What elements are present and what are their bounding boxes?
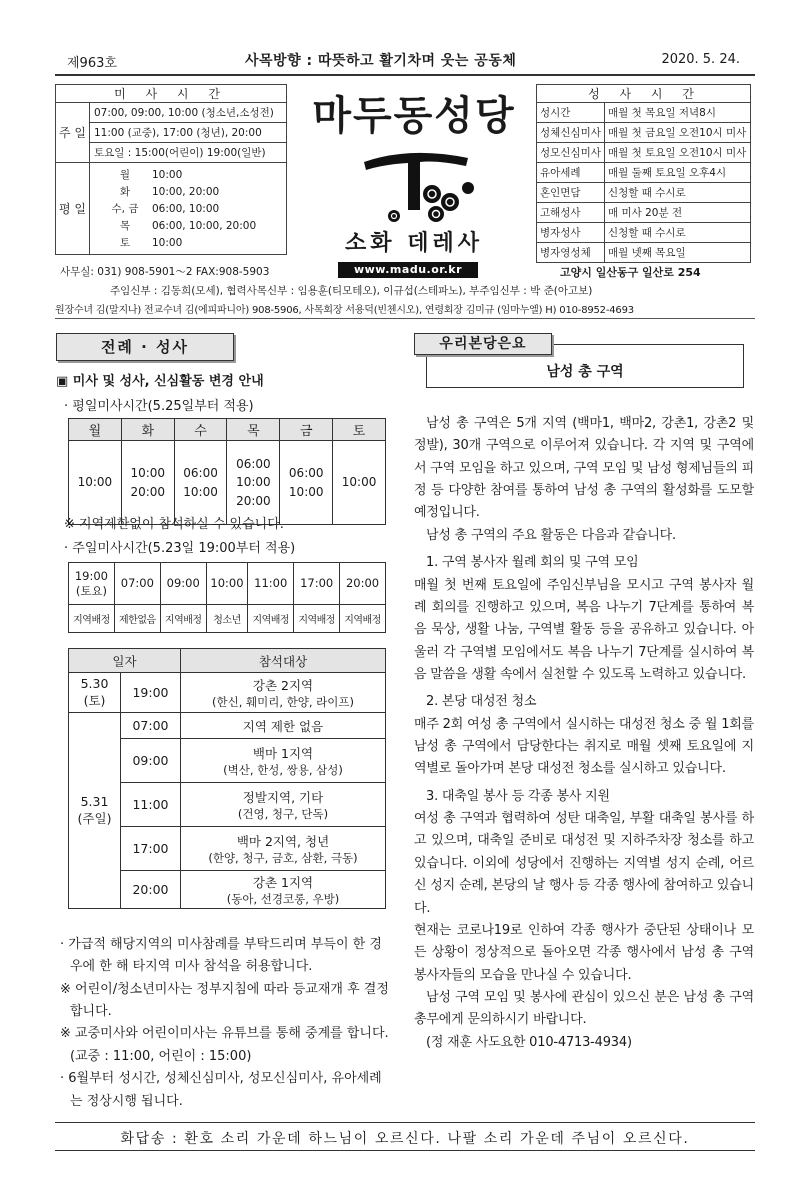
- mass-schedule-box: [55, 84, 287, 255]
- parish-name: 마두동성당: [312, 93, 516, 139]
- table-row: 17:00 백마 2지역, 청년 (한양, 청구, 금호, 삼환, 극동): [69, 827, 386, 871]
- note: · 가급적 해당지역의 미사참례를 부탁드리며 부득이 한 경우에 한 해 타지역 미사 참석을 허용합니다.: [60, 937, 382, 975]
- paragraph: 현재는 코로나19로 인하여 각종 행사가 중단된 상태이나 모든 상황이 정상적으로 돌아오면 각종 행사에서 남성 총 구역 봉사자들의 모습을 만나실 수 있습니다.: [414, 922, 754, 983]
- office-phone: 사무실: 031) 908-5901～2 FAX:908-5903: [60, 266, 270, 278]
- table-cell: 06:00 10:00 20:00: [227, 441, 280, 525]
- sunday-mass-label: · 주일미사시간(5.23일 19:00부터 적용): [64, 541, 296, 556]
- patron-saint: 소화 데레사: [345, 231, 483, 256]
- weekday-mass-table: [68, 418, 386, 525]
- table-cell: 06:00 10:00: [174, 441, 227, 525]
- item-heading: 3. 대축일 봉사 등 각종 봉사 지원: [426, 788, 610, 804]
- paragraph: 남성 총 구역의 주요 활동은 다음과 같습니다.: [426, 527, 676, 543]
- staff-line: 원장수녀 김(말지나) 전교수녀 김(에피파니아) 908-5906, 사목회장 서용덕(빈첸시오), 연령회장 김미규 (임마누엘) H) 010-8952-4693: [55, 305, 634, 316]
- table-header: 금: [280, 419, 333, 441]
- table-cell: 지역배정: [248, 605, 294, 633]
- cross-roses-logo-icon: [350, 140, 480, 226]
- table-cell: 20:00: [340, 563, 386, 605]
- table-cell: 10:00: [333, 441, 386, 525]
- table-row: 20:00 강촌 1지역 (동아, 선경코롱, 우방): [69, 871, 386, 909]
- weekday-row: 월 10:00: [119, 168, 183, 181]
- region-assignment-table: [68, 648, 386, 909]
- paragraph: 매월 첫 번째 토요일에 주임신부님을 모시고 구역 봉사자 월례 회의를 진행하고 있으며, 복음 나누기 7단계를 통하여 복음 묵상, 생활 나눔, 구역별 활동 등을 공유하고 있습니다. 아울러 각 구역별 모임에서도 복음 나누기 7단계를 실시하여 복음 말씀을 생활 속에서 실천할 수 있도록 노력하고 있습니다.: [414, 577, 754, 682]
- notice-title: ▣ 미사 및 성사, 신심활동 변경 안내: [56, 374, 264, 389]
- table-cell: 지역배정: [340, 605, 386, 633]
- paragraph: 매주 2회 여성 총 구역에서 실시하는 대성전 청소 중 월 1회를 남성 총 구역에서 담당한다는 취지로 매월 셋째 토요일에 지역별로 돌아가며 본당 대성전 청소를 실시하고 있습니다.: [414, 716, 754, 777]
- weekday-row: 화 10:00, 20:00: [119, 185, 220, 198]
- note: ※ 어린이/청소년미사는 정부지침에 따라 등교재개 후 결정합니다.: [60, 981, 389, 1020]
- table-cell: 지역배정: [294, 605, 340, 633]
- contact-rule: [55, 318, 755, 319]
- table-header: 일자: [69, 649, 181, 673]
- sunday-label: 주 일: [56, 103, 90, 163]
- table-row: 5.30 (토) 19:00 강촌 2지역 (한신, 훼미리, 한양, 라이프): [69, 673, 386, 713]
- weekday-label: 평 일: [56, 163, 90, 255]
- article-body: [414, 413, 754, 1054]
- item-heading: 1. 구역 봉사자 월례 회의 및 구역 모임: [426, 555, 639, 571]
- table-header: 참석대상: [181, 649, 386, 673]
- table-header: 수: [174, 419, 227, 441]
- weekday-mass-label: · 평일미사시간(5.25일부터 적용): [64, 399, 254, 414]
- sacrament-row: 병자성사 신청할 때 수시로: [537, 223, 751, 243]
- table-cell: 17:00: [294, 563, 340, 605]
- item-heading: 2. 본당 대성전 청소: [426, 694, 537, 710]
- table-row: 5.31 (주일) 07:00 지역 제한 없음: [69, 713, 386, 739]
- sacrament-row: 병자영성체 매월 넷째 목요일: [537, 243, 751, 263]
- sunday-mass-table: [68, 562, 386, 633]
- our-parish-section-tab: 우리본당은요: [414, 333, 552, 355]
- note: ※ 교중미사와 어린이미사는 유튜브를 통해 중계를 합니다.(교중 : 11:00, 어린이 : 15:00): [60, 1026, 389, 1064]
- article-title: 남성 총 구역: [546, 364, 624, 380]
- table-cell: 09:00: [160, 563, 206, 605]
- weekday-list: [90, 163, 287, 255]
- sunday-line: 07:00, 09:00, 10:00 (청소년,소성전): [90, 103, 287, 123]
- weekday-row: 수, 금 06:00, 10:00: [111, 202, 220, 215]
- priests-line: 주임신부 : 김동희(모세), 협력사목신부 : 임용훈(티모테오), 이규섭(스테파노), 부주임신부 : 박 준(아고보): [110, 285, 593, 297]
- sacrament-schedule-box: [536, 84, 751, 263]
- table-cell: 19:00 (토요): [69, 563, 115, 605]
- table-cell: 06:00 10:00: [280, 441, 333, 525]
- table-cell: 10:00: [69, 441, 122, 525]
- note: · 6월부터 성시간, 성체신심미사, 성모신심미사, 유아세례는 정상시행 됩니다.: [60, 1071, 382, 1109]
- table-row: 09:00 백마 1지역 (벽산, 한성, 쌍용, 삼성): [69, 739, 386, 783]
- parish-address: 고양시 일산동구 일산로 254: [560, 266, 701, 279]
- sacrament-row: 혼인면담 신청할 때 수시로: [537, 183, 751, 203]
- sacrament-row: 성모신심미사 매월 첫 토요일 오전10시 미사: [537, 143, 751, 163]
- header-rule: [55, 74, 755, 76]
- table-header: 화: [121, 419, 174, 441]
- table-cell: 제한없음: [114, 605, 160, 633]
- liturgy-notes: [60, 934, 390, 1113]
- table-row: 11:00 정발지역, 기타 (건영, 청구, 단독): [69, 783, 386, 827]
- issue-date: 2020. 5. 24.: [661, 52, 740, 67]
- table-cell: 청소년: [206, 605, 248, 633]
- table-cell: 지역배정: [160, 605, 206, 633]
- weekday-row: 토 10:00: [119, 236, 183, 249]
- liturgy-section-tab: 전례 · 성사: [56, 333, 234, 361]
- table-header: 목: [227, 419, 280, 441]
- sacrament-title: 성 사 시 간: [537, 85, 751, 103]
- sunday-line: 11:00 (교중), 17:00 (청년), 20:00: [90, 123, 287, 143]
- contact-line: (정 재훈 사도요한 010-4713-4934): [426, 1034, 632, 1050]
- paragraph: 남성 총 구역은 5개 지역 (백마1, 백마2, 강촌1, 강촌2 및 정발), 30개 구역으로 이루어져 있습니다. 각 지역 및 구역에서 구역 모임을 하고 있으며, 구역 모임 및 남성 형제님들의 피정 등 다양한 참여를 통하여 남성 총 구역의 활성화를 도모할 예정입니다.: [414, 416, 754, 521]
- paragraph: 여성 총 구역과 협력하여 성탄 대축일, 부활 대축일 봉사를 하고 있으며, 대축일 준비로 대성전 및 지하주차장 청소를 하고 있습니다. 이외에 성당에서 진행하는 지역별 성지 순례, 어르신 성지 순례, 본당의 날 행사 등 각종 행사에 참여하고 있습니다.: [414, 811, 754, 916]
- responsorial-psalm: 화답송 : 환호 소리 가운데 하느님이 오르신다. 나팔 소리 가운데 주님이 오르신다.: [120, 1131, 690, 1147]
- saturday-line: 토요일 : 15:00(어린이) 19:00(일반): [90, 143, 287, 163]
- website-link[interactable]: www.madu.or.kr: [338, 262, 478, 278]
- header-bar: [55, 50, 755, 72]
- table-header: 월: [69, 419, 122, 441]
- sacrament-row: 성체신심미사 매월 첫 금요일 오전10시 미사: [537, 123, 751, 143]
- mass-schedule-title: 미 사 시 간: [56, 85, 287, 103]
- footer-rule-top: [55, 1122, 755, 1123]
- sacrament-row: 성시간 매월 첫 목요일 저녁8시: [537, 103, 751, 123]
- pastoral-motto: 사목방향 : 따뜻하고 활기차며 웃는 공동체: [245, 53, 517, 69]
- footer-rule-bottom: [55, 1150, 755, 1151]
- weekday-row: 목 06:00, 10:00, 20:00: [119, 219, 257, 232]
- table-header: 토: [333, 419, 386, 441]
- no-region-note: ※ 지역제한없이 참석하실 수 있습니다.: [64, 517, 284, 532]
- table-cell: 10:00 20:00: [121, 441, 174, 525]
- table-cell: 07:00: [114, 563, 160, 605]
- paragraph: 남성 구역 모임 및 봉사에 관심이 있으신 분은 남성 총 구역 총무에게 문의하시기 바랍니다.: [414, 989, 754, 1028]
- sacrament-row: 고해성사 매 미사 20분 전: [537, 203, 751, 223]
- issue-number: 제963호: [67, 56, 117, 71]
- table-cell: 10:00: [206, 563, 248, 605]
- table-cell: 11:00: [248, 563, 294, 605]
- sacrament-row: 유아세례 매월 둘째 토요일 오후4시: [537, 163, 751, 183]
- table-cell: 지역배정: [69, 605, 115, 633]
